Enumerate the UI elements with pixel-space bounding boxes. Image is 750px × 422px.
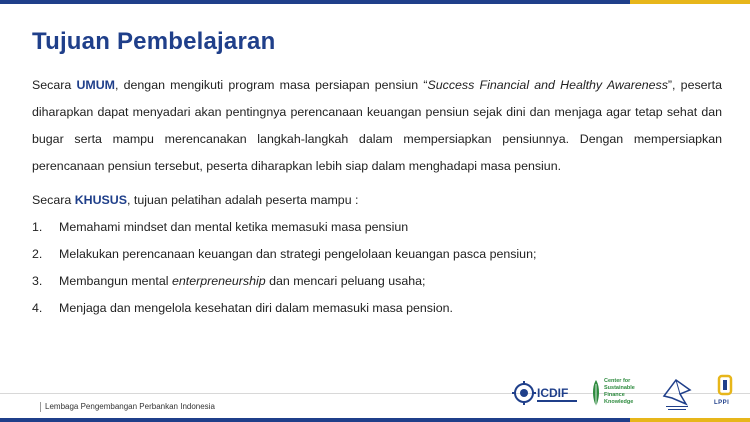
list-item-text: Memahami mindset dan mental ketika memasuki masa pensiun (59, 220, 409, 234)
khusus-keyword: KHUSUS (74, 193, 128, 207)
list-item-text-pre: Membangun mental (59, 274, 172, 288)
objectives-list (32, 214, 722, 322)
intro-program-name: Success Financial and Healthy Awareness (427, 78, 668, 92)
intro-text-3: ”, peserta diharapkan dapat menyadari akan pentingnya perencanaan keuangan pensiun sejak dini dan menjaga agar tetap sehat dan bugar serta mampu merencanakan langkah-langkah dalam mempersiapkan pensiunnya. Dengan mempersiapkan perencanaan pensiun tersebut, peserta diharapkan lebih siap dalam menghadapi masa pensiun. (32, 78, 723, 173)
lppi-logo-text: LPPI (714, 400, 730, 406)
list-item (32, 241, 722, 268)
csfk-line: Center for (604, 378, 631, 384)
lppi-logo-icon (712, 374, 740, 398)
intro-keyword-umum: UMUM (76, 78, 115, 92)
khusus-heading (32, 187, 722, 214)
intro-text-1: Secara (32, 78, 77, 92)
csfk-logo-text (604, 378, 635, 406)
page-title: Tujuan Pembelajaran (32, 28, 276, 55)
list-item-number: 1. (32, 220, 43, 234)
khusus-text-2: , tujuan pelatihan adalah peserta mampu : (127, 193, 359, 207)
intro-paragraph (32, 72, 722, 180)
csfk-line: Finance (604, 392, 625, 398)
list-item-text: Melakukan perencanaan keuangan dan strategi pengelolaan keuangan pasca pensiun; (59, 247, 537, 261)
icdif-logo-icon (512, 378, 580, 408)
csfk-line: Sustainable (604, 385, 635, 391)
list-item-number: 3. (32, 274, 43, 288)
intro-text-2: , dengan mengikuti program masa persiapan pensiun “ (115, 78, 428, 92)
bird-logo (660, 374, 694, 412)
list-item-text (59, 268, 425, 295)
list-item (32, 295, 722, 322)
list-item-number: 4. (32, 301, 43, 315)
list-item-number: 2. (32, 247, 43, 261)
list-item-text-post: dan mencari peluang usaha; (265, 274, 426, 288)
footer-org-name: Lembaga Pengembangan Perbankan Indonesia (40, 402, 215, 412)
icdif-logo-text: ICDIF (537, 386, 569, 400)
list-item-text: Menjaga dan mengelola kesehatan diri dalam memasuki masa pension. (59, 301, 453, 315)
list-item (32, 268, 722, 295)
lppi-logo (712, 374, 740, 412)
csfk-logo (590, 376, 660, 410)
icdif-logo (512, 378, 580, 408)
top-bar-accent (630, 0, 750, 4)
list-item (32, 214, 722, 241)
bird-icon (660, 374, 694, 412)
list-item-italic: enterpreneurship (171, 274, 266, 288)
khusus-text-1: Secara (32, 193, 75, 207)
leaf-icon (590, 378, 602, 408)
bottom-bar-accent (630, 418, 750, 422)
csfk-line: Knowledge (604, 399, 634, 405)
